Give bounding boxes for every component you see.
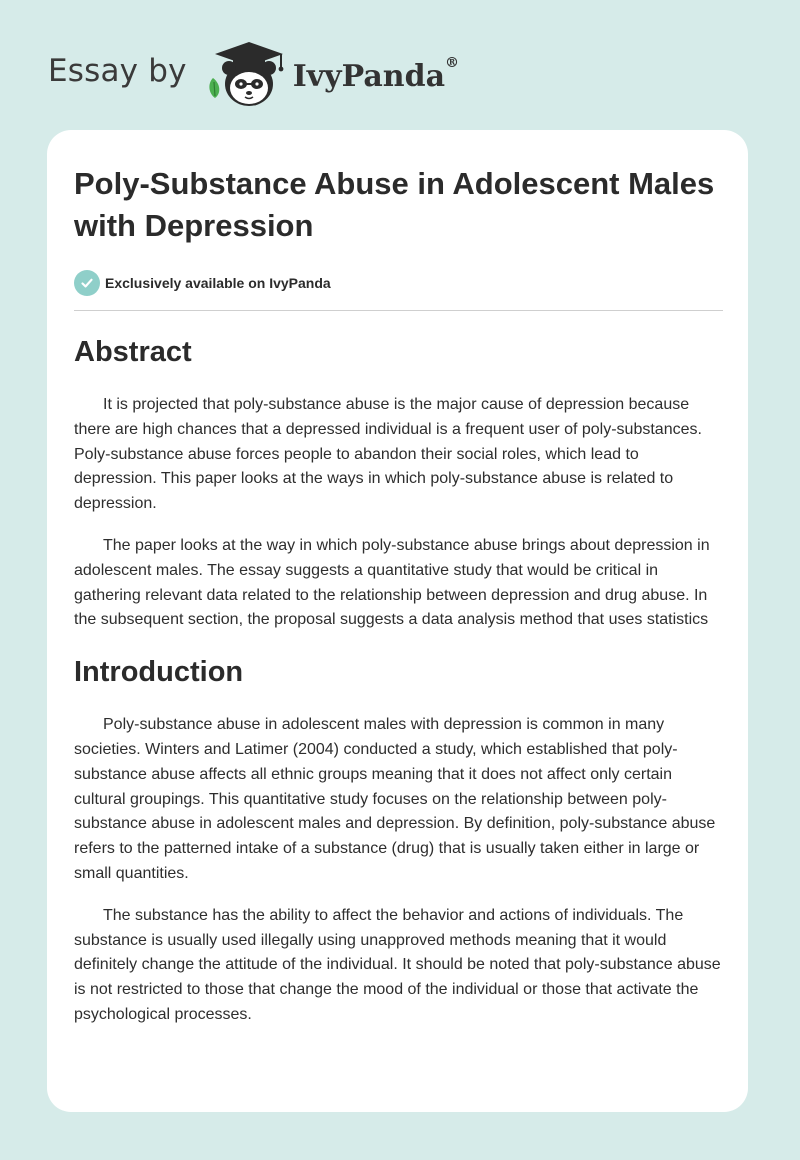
paragraph: The paper looks at the way in which poly-substance abuse brings about depression in adolescent males. The essay suggests a quantitative study that would be critical in gathering relevant data related to the relationship between depression and drug abuse. In the subsequent section, the proposal suggests a data analysis method that uses statistics <box>74 536 710 629</box>
brand-name-text: IvyPanda <box>292 58 446 94</box>
abstract-section <box>74 334 723 633</box>
section-heading-introduction: Introduction <box>74 656 244 689</box>
essay-title: Poly-Substance Abuse in Adolescent Males with Depression <box>74 166 715 243</box>
paragraph: The substance has the ability to affect the behavior and actions of individuals. The substance is usually used illegally using unapproved methods meaning that it would definitely change the attitude of the individual. It should be noted that poly-substance abuse is not restricted to those that change the mood of the individual or those that activate the psychological processes. <box>74 906 721 1023</box>
essay-content <box>74 163 723 1028</box>
section-heading-abstract: Abstract <box>74 336 192 368</box>
checkmark-icon <box>74 270 100 296</box>
exclusive-badge <box>74 269 723 297</box>
paragraph: Poly-substance abuse in adolescent males with depression is common in many societies. Winters and Latimer (2004) conducted a study, which established that poly-substance abuse affects all ethnic groups meaning that it does not affect only certain cultural groupings. This quantitative study focuses on the relationship between poly-substance abuse in adolescent males and depression. By definition, poly-substance abuse refers to the patterned intake of a substance (drug) that is usually taken either in large or small quantities. <box>74 716 716 882</box>
introduction-section <box>74 654 723 1028</box>
exclusive-label: Exclusively available on IvyPanda <box>105 275 331 291</box>
essay-by-label: Essay by <box>48 53 187 89</box>
divider <box>74 310 723 311</box>
brand-header <box>48 38 459 110</box>
panda-graduate-icon <box>203 38 291 110</box>
brand-name <box>292 54 460 94</box>
essay-card <box>47 130 748 1112</box>
registered-mark: ® <box>445 54 460 71</box>
paragraph: It is projected that poly-substance abuse is the major cause of depression because there are high chances that a depressed individual is a frequent user of poly-substances. Poly-substance abuse forces people to abandon their social roles, which lead to depression. This paper looks at the ways in which poly-substance abuse is related to depression. <box>74 396 702 513</box>
